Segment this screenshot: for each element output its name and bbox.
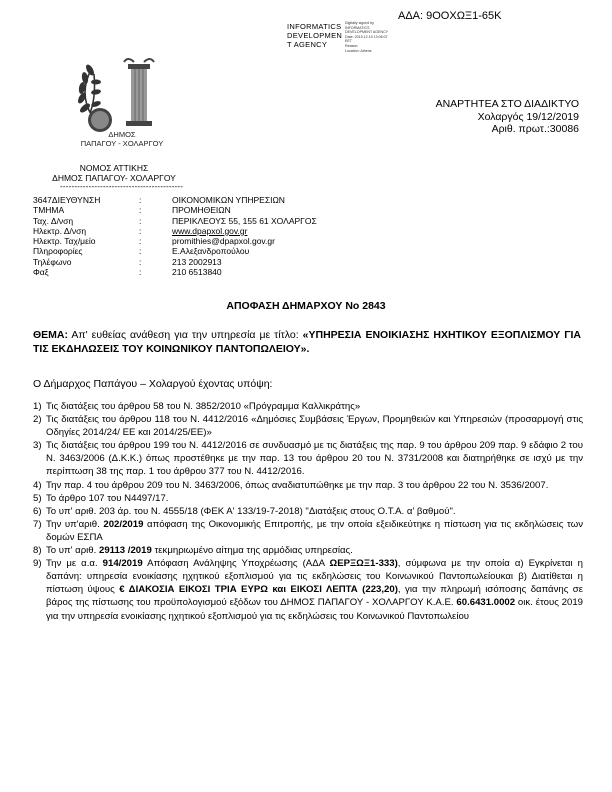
item-text: Το υπ' αριθ. (46, 545, 99, 557)
prefecture: ΝΟΜΟΣ ΑΤΤΙΚΗΣ (79, 163, 149, 173)
list-item (33, 518, 583, 544)
item-text: , για την πληρωμή ισόποσης δαπάνης σε βάρος της πίστωσης του προϋπολογισμού εξόδων του ΔΗΜΟΣ ΠΑΠΑΓΟΥ - ΧΟΛΑΡΓΟΥ Κ.Α.Ε. (46, 584, 583, 609)
signer-name (287, 22, 342, 49)
signature-detail: Digitally signed by (345, 21, 374, 25)
item-text: απόφαση της Οικονομικής Επιτροπής, με την οποία εξειδικεύτηκε η πίστωση για τις εκδηλώσεις των δομών ΕΣΠΑ (46, 518, 583, 543)
municipality: ΔΗΜΟΣ ΠΑΠΑΓΟΥ- ΧΟΛΑΡΓΟΥ (52, 173, 176, 183)
info-row (33, 226, 317, 236)
signature-detail: DEVELOPMENT AGENCY (345, 30, 389, 35)
list-item (33, 544, 583, 557)
commitment-ada: ΩΕΡΞΩΞ1-333) (329, 558, 398, 570)
info-key: 3647ΔΙΕΥΘΥΝΣΗ (33, 195, 101, 205)
email-address: promithies@dpapxol.gov.gr (172, 236, 275, 247)
item-number: 6) (33, 505, 42, 517)
amount-in-words: € ΔΙΑΚΟΣΙΑ ΕΙΚΟΣΙ ΤΡΙΑ ΕΥΡΩ και ΕΙΚΟΣΙ ΛΕΠΤΑ (223,20) (119, 584, 398, 596)
request-number: 29113 /2019 (98, 545, 152, 557)
signature-detail: Date: 2019.12.19 13:06:07 (345, 34, 388, 39)
info-colon: : (139, 267, 142, 278)
ada-code: ΑΔΑ: 9ΟΟΧΩΞ1-65Κ (398, 10, 502, 22)
signer-line-1: INFORMATICS (287, 22, 342, 31)
issuing-authority (40, 163, 188, 183)
info-colon: : (139, 236, 142, 247)
item-text: , σύμφωνα με την οποία α) Εγκρίνεται η δαπάνη: υπηρεσία ενοικίασης ηχητικού εξοπλισμού για τις εκδηλώσεις του Κοινωνικού Παντοπωλείουκαι β) Διατίθεται η πίστωση ύψους (46, 558, 583, 596)
item-text: Απόφαση Ανάληψης Υποχρέωσης (ΑΔΑ (142, 558, 330, 570)
list-item (33, 479, 583, 492)
info-key: Ηλεκτρ. Ταχ/μείο (33, 236, 96, 247)
signature-detail: INFORMATICS (345, 25, 370, 30)
decision-title: ΑΠΟΦΑΣΗ ΔΗΜΑΡΧΟΥ Νο 2843 (226, 300, 386, 312)
intro-line: Ο Δήμαρχος Παπάγου – Χολαργού έχοντας υπόψη: (33, 378, 273, 390)
list-item (33, 492, 583, 505)
municipality-logo (70, 38, 175, 153)
info-colon: : (139, 246, 142, 257)
commitment-number: 914/2019 (102, 558, 143, 570)
signer-line-3: T AGENCY (287, 40, 328, 49)
item-number: 7) (33, 518, 42, 530)
info-key: Φαξ (33, 267, 49, 278)
info-row (33, 195, 317, 205)
item-number: 2) (33, 414, 42, 426)
info-value: ΟΙΚΟΝΟΜΙΚΩΝ ΥΠΗΡΕΣΙΩΝ (172, 195, 285, 205)
subject-paragraph (33, 328, 581, 356)
info-colon: : (139, 205, 142, 216)
list-item (33, 439, 583, 478)
info-key: Πληροφορίες (33, 246, 83, 257)
info-colon: : (139, 195, 142, 205)
item-text: Την παρ. 4 του άρθρου 209 του Ν. 3463/2006, όπως αναδιατυπώθηκε με την παρ. 3 του άρθρου 22 του Ν. 3536/2007. (46, 479, 549, 491)
item-number: 4) (33, 479, 42, 491)
item-number: 1) (33, 401, 42, 412)
committee-decision-number: 202/2019 (103, 518, 144, 530)
info-key: Ηλεκτρ. Δ/νση (33, 225, 87, 236)
info-row (33, 257, 317, 267)
info-colon: : (139, 225, 142, 236)
subject-title: «ΥΠΗΡΕΣΙΑ ΕΝΟΙΚΙΑΣΗΣ ΗΧΗΤΙΚΟΥ ΕΞΟΠΛΙΣΜΟΥ ΓΙΑ ΤΙΣ ΕΚΔΗΛΩΣΕΙΣ ΤΟΥ ΚΟΙΝΩΝΙΚΟΥ ΠΑΝΤΟΠΩΛΕΙΟΥ». (33, 329, 582, 355)
budget-code: 60.6431.0002 (456, 597, 516, 609)
subject-text: Απ' ευθείας ανάθεση για την υπηρεσία με τίτλο: (68, 329, 303, 341)
item-number: 8) (33, 545, 42, 557)
signature-detail: Location: Athens (345, 48, 372, 53)
separator-line: ------------------------------------------- (60, 182, 184, 191)
item-text: Τις διατάξεις του άρθρου 118 του Ν. 4412/2016 «Δημόσιες Συμβάσεις Έργων, Προμηθειών και Υπηρεσιών (προσαρμογή στις Οδηγίες 2014/24/ ΕΕ και 2014/25/ΕΕ)» (46, 414, 583, 439)
signer-line-2: DEVELOPMEN (287, 31, 343, 40)
item-number: 3) (33, 440, 42, 452)
item-text: Το υπ' αριθ. 203 άρ. του Ν. 4555/18 (ΦΕΚ Α' 133/19-7-2018) "Διατάξεις στους Ο.Τ.Α. α' βαθμού". (46, 505, 456, 517)
item-text: Την με α.α. (46, 558, 103, 570)
list-item (33, 413, 583, 439)
website-link[interactable]: www.dpapxol.gov.gr (172, 225, 248, 236)
list-item (33, 557, 583, 622)
item-text: Τις διατάξεις του άρθρου 199 του Ν. 4412/2016 σε συνδυασμό με τις διατάξεις της παρ. 9 του άρθρου 209 παρ. 9 εδάφιο 2 του Ν. 3463/2006 (Δ.Κ.Κ.) όπως προστέθηκε με την παρ. 13 του άρθρου 20 του Ν. 3731/2008 και διατηρήθηκε σε ισχύ με την περίπτωση 38 της παρ. 1 του άρθρου 377 του Ν. 4412/2016. (46, 440, 583, 478)
info-colon: : (139, 256, 142, 267)
subject-label: ΘΕΜΑ: (33, 329, 68, 341)
signature-detail: EET (345, 39, 352, 44)
item-text: Την υπ'αριθ. (46, 518, 104, 530)
item-number: 9) (33, 558, 42, 570)
item-text: τεκμηριωμένο αίτημα της αρμόδιας υπηρεσίας. (151, 545, 353, 557)
item-text: Το άρθρο 107 του Ν4497/17. (46, 492, 169, 504)
protocol-number: Αριθ. πρωτ.:30086 (491, 123, 579, 135)
considerations-list (33, 400, 583, 623)
digital-signature-details (345, 21, 388, 53)
info-value: ΠΡΟΜΗΘΕΙΩΝ (172, 205, 231, 216)
contact-info-table (33, 195, 317, 277)
info-row (33, 216, 317, 226)
info-value: 213 2002913 (172, 256, 222, 267)
info-key: ΤΜΗΜΑ (33, 205, 65, 216)
item-text: Τις διατάξεις του άρθρου 58 του Ν. 3852/2010 «Πρόγραμμα Καλλικράτης» (46, 401, 361, 412)
list-item (33, 505, 583, 518)
info-row (33, 267, 317, 277)
info-colon: : (139, 215, 142, 226)
item-number: 5) (33, 492, 42, 504)
info-value: Ε.Αλεξανδροπούλου (172, 246, 250, 257)
info-row (33, 236, 317, 246)
list-item (33, 400, 583, 413)
info-row (33, 246, 317, 256)
info-key: Ταχ. Δ/νση (33, 215, 74, 226)
posted-online-note: ΑΝΑΡΤΗΤΕΑ ΣΤΟ ΔΙΑΔΙΚΤΥΟ (435, 98, 579, 110)
place-date: Χολαργός 19/12/2019 (477, 110, 579, 123)
info-value: ΠΕΡΙΚΛΕΟΥΣ 55, 155 61 ΧΟΛΑΡΓΟΣ (172, 215, 317, 226)
info-row (33, 205, 317, 215)
signature-detail: Reason: (345, 43, 359, 48)
logo-text-line-2: ΠΑΠΑΓΟΥ - ΧΟΛΑΡΓΟΥ (80, 139, 164, 148)
logo-text-line-1: ΔΗΜΟΣ (108, 130, 136, 139)
document-header-right (436, 98, 579, 136)
info-key: Τηλέφωνο (33, 256, 72, 267)
item-text: οικ. έτους 2019 για την υπηρεσία ενοικίασης ηχητικού εξοπλισμού για τις εκδηλώσεις του Κοινωνικού Παντοπωλείου (46, 597, 584, 622)
info-value: 210 6513840 (172, 267, 222, 278)
